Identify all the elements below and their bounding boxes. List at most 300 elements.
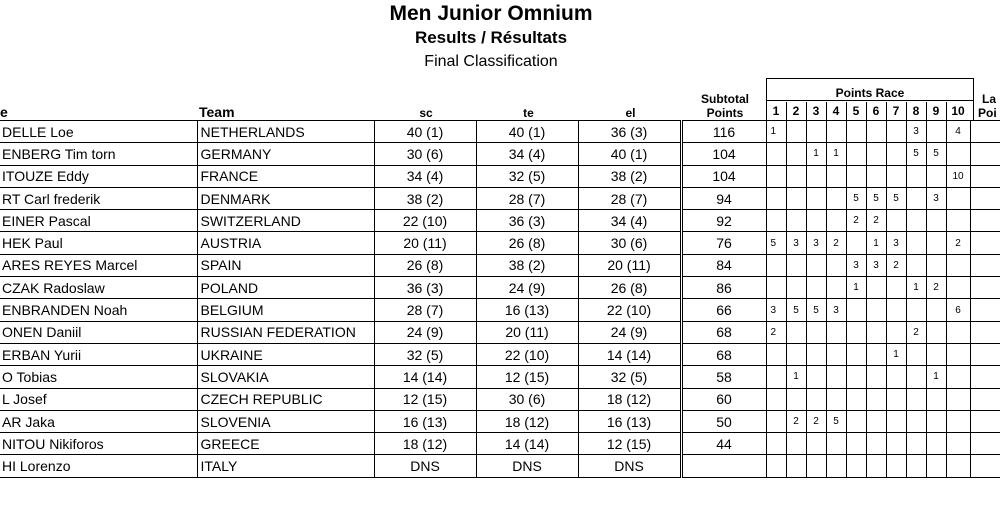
team-cell: GERMANY <box>197 143 374 165</box>
points-race-cell <box>766 165 786 187</box>
lap-points-cell <box>970 388 1000 410</box>
team-cell: ITALY <box>197 455 374 477</box>
sc-cell: 30 (6) <box>374 143 476 165</box>
rider-name-cell: ARES REYES Marcel <box>0 254 197 276</box>
sc-cell: DNS <box>374 455 476 477</box>
points-race-cell <box>906 366 926 388</box>
points-race-cell <box>866 121 886 143</box>
points-race-cell <box>886 165 906 187</box>
points-race-cell <box>806 321 826 343</box>
points-race-cell: 5 <box>766 232 786 254</box>
points-race-cell <box>846 121 866 143</box>
table-row <box>0 388 1000 410</box>
points-race-cell: 5 <box>826 410 846 432</box>
el-cell: 34 (4) <box>578 210 680 232</box>
points-race-cell <box>906 210 926 232</box>
points-race-cell <box>926 299 946 321</box>
rider-name-cell: ENBRANDEN Noah <box>0 299 197 321</box>
points-race-cell <box>926 388 946 410</box>
points-race-cell: 5 <box>786 299 806 321</box>
points-race-cell <box>766 187 786 209</box>
points-race-cell <box>846 299 866 321</box>
points-race-cell <box>926 433 946 455</box>
points-race-header: Points Race <box>835 86 905 100</box>
points-race-cell <box>786 277 806 299</box>
lap-points-cell <box>970 232 1000 254</box>
points-race-cell <box>786 187 806 209</box>
points-race-cell: 2 <box>786 410 806 432</box>
points-race-cell <box>766 455 786 477</box>
race-number-separator <box>926 102 927 120</box>
points-race-cell <box>826 388 846 410</box>
te-cell: 40 (1) <box>476 121 578 143</box>
points-race-cell: 3 <box>826 299 846 321</box>
points-race-cell <box>926 232 946 254</box>
points-race-divider <box>766 100 974 101</box>
te-cell: 16 (13) <box>476 299 578 321</box>
points-race-cell <box>826 187 846 209</box>
sc-cell: 24 (9) <box>374 321 476 343</box>
subtotal-cell: 86 <box>682 277 766 299</box>
points-race-cell <box>806 187 826 209</box>
points-race-cell <box>886 433 906 455</box>
te-cell: 36 (3) <box>476 210 578 232</box>
points-race-cell <box>826 433 846 455</box>
points-race-cell <box>826 165 846 187</box>
rider-name-cell: AR Jaka <box>0 410 197 432</box>
points-race-cell: 6 <box>946 299 970 321</box>
points-race-cell <box>866 388 886 410</box>
points-race-cell <box>906 165 926 187</box>
points-race-cell <box>886 366 906 388</box>
points-race-cell: 5 <box>926 143 946 165</box>
points-race-cell <box>926 410 946 432</box>
points-race-cell <box>766 388 786 410</box>
te-cell: 28 (7) <box>476 187 578 209</box>
table-row <box>0 433 1000 455</box>
te-cell: 22 (10) <box>476 343 578 365</box>
race-number-separator <box>806 102 807 120</box>
el-cell: 32 (5) <box>578 366 680 388</box>
rider-name-cell: RT Carl frederik <box>0 187 197 209</box>
rider-name-cell: O Tobias <box>0 366 197 388</box>
points-race-cell <box>886 299 906 321</box>
points-race-cell <box>866 165 886 187</box>
table-row <box>0 165 1000 187</box>
sc-cell: 40 (1) <box>374 121 476 143</box>
points-race-cell <box>826 121 846 143</box>
sc-column-header: sc <box>419 106 433 120</box>
subtotal-cell: 66 <box>682 299 766 321</box>
points-race-cell <box>766 343 786 365</box>
points-race-cell <box>866 277 886 299</box>
points-race-cell <box>806 455 826 477</box>
points-race-cell <box>866 366 886 388</box>
points-race-cell <box>926 455 946 477</box>
sc-cell: 28 (7) <box>374 299 476 321</box>
points-race-cell: 1 <box>826 143 846 165</box>
points-race-cell <box>786 165 806 187</box>
rider-name-cell: ENBERG Tim torn <box>0 143 197 165</box>
points-race-cell: 5 <box>846 187 866 209</box>
el-cell: 12 (15) <box>578 433 680 455</box>
table-row <box>0 277 1000 299</box>
points-race-cell <box>946 455 970 477</box>
points-race-cell <box>886 410 906 432</box>
points-race-cell <box>946 254 970 276</box>
el-cell: 30 (6) <box>578 232 680 254</box>
race-number-separator <box>866 102 867 120</box>
points-race-cell: 2 <box>766 321 786 343</box>
te-cell: DNS <box>476 455 578 477</box>
points-race-cell: 1 <box>806 143 826 165</box>
points-race-cell <box>886 321 906 343</box>
el-cell: 36 (3) <box>578 121 680 143</box>
lap-points-cell <box>970 165 1000 187</box>
points-race-cell: 1 <box>846 277 866 299</box>
table-row <box>0 455 1000 477</box>
subtotal-cell: 92 <box>682 210 766 232</box>
page-title: Men Junior Omnium <box>389 2 593 25</box>
el-cell: 22 (10) <box>578 299 680 321</box>
points-race-cell <box>906 187 926 209</box>
te-cell: 14 (14) <box>476 433 578 455</box>
sc-cell: 16 (13) <box>374 410 476 432</box>
points-race-cell <box>866 321 886 343</box>
points-race-cell <box>826 277 846 299</box>
points-race-cell <box>886 210 906 232</box>
lap-points-cell <box>970 210 1000 232</box>
points-race-cell <box>766 366 786 388</box>
te-cell: 12 (15) <box>476 366 578 388</box>
points-race-cell <box>846 321 866 343</box>
te-cell: 30 (6) <box>476 388 578 410</box>
points-race-cell <box>946 187 970 209</box>
points-race-cell <box>906 254 926 276</box>
subtotal-cell: 104 <box>682 165 766 187</box>
subtotal-cell: 104 <box>682 143 766 165</box>
lap-points-cell <box>970 321 1000 343</box>
race-number-header: 4 <box>832 104 840 118</box>
points-race-cell <box>806 277 826 299</box>
points-race-cell: 2 <box>846 210 866 232</box>
points-race-cell <box>866 455 886 477</box>
points-race-cell <box>766 210 786 232</box>
subtotal-cell: 58 <box>682 366 766 388</box>
points-race-cell <box>886 455 906 477</box>
name-column-header: e <box>0 104 8 120</box>
points-race-cell <box>946 410 970 432</box>
points-race-cell: 5 <box>906 143 926 165</box>
points-race-cell: 2 <box>886 254 906 276</box>
team-cell: SWITZERLAND <box>197 210 374 232</box>
te-column-header: te <box>523 106 534 120</box>
table-row <box>0 210 1000 232</box>
points-race-cell <box>866 343 886 365</box>
points-race-cell: 1 <box>886 343 906 365</box>
table-row <box>0 410 1000 432</box>
points-race-cell <box>926 165 946 187</box>
sc-cell: 36 (3) <box>374 277 476 299</box>
points-race-cell <box>946 277 970 299</box>
sc-cell: 12 (15) <box>374 388 476 410</box>
points-race-cell <box>846 433 866 455</box>
lap-points-cell <box>970 343 1000 365</box>
points-race-cell: 3 <box>806 232 826 254</box>
points-race-cell <box>786 455 806 477</box>
race-number-header: 6 <box>872 104 880 118</box>
team-cell: BELGIUM <box>197 299 374 321</box>
points-race-cell <box>926 210 946 232</box>
team-cell: FRANCE <box>197 165 374 187</box>
race-number-header: 3 <box>812 104 820 118</box>
team-column-header: Team <box>199 104 235 120</box>
points-race-cell <box>806 165 826 187</box>
race-number-header: 9 <box>932 104 940 118</box>
points-race-cell <box>886 277 906 299</box>
subtotal-cell: 116 <box>682 121 766 143</box>
te-cell: 26 (8) <box>476 232 578 254</box>
rider-name-cell: DELLE Loe <box>0 121 197 143</box>
subtotal-cell: 84 <box>682 254 766 276</box>
points-race-cell <box>806 254 826 276</box>
points-race-cell <box>886 388 906 410</box>
te-cell: 24 (9) <box>476 277 578 299</box>
race-number-separator <box>826 102 827 120</box>
rider-name-cell: ERBAN Yurii <box>0 343 197 365</box>
sc-cell: 22 (10) <box>374 210 476 232</box>
points-race-cell: 5 <box>886 187 906 209</box>
race-number-separator <box>946 102 947 120</box>
points-race-cell <box>906 455 926 477</box>
race-number-header: 7 <box>892 104 900 118</box>
rider-name-cell: EINER Pascal <box>0 210 197 232</box>
points-race-cell <box>926 254 946 276</box>
points-race-cell <box>926 343 946 365</box>
subtotal-cell: 50 <box>682 410 766 432</box>
race-number-separator <box>786 102 787 120</box>
team-cell: NETHERLANDS <box>197 121 374 143</box>
rider-name-cell: NITOU Nikiforos <box>0 433 197 455</box>
points-race-cell: 5 <box>806 299 826 321</box>
team-cell: SPAIN <box>197 254 374 276</box>
points-race-cell <box>786 388 806 410</box>
subtotal-column-header-line1: Subtotal <box>701 92 749 106</box>
el-cell: 40 (1) <box>578 143 680 165</box>
points-race-cell <box>786 210 806 232</box>
points-race-cell <box>786 433 806 455</box>
sc-cell: 34 (4) <box>374 165 476 187</box>
table-row <box>0 299 1000 321</box>
sc-cell: 38 (2) <box>374 187 476 209</box>
points-race-cell <box>906 388 926 410</box>
lap-points-cell <box>970 187 1000 209</box>
points-race-cell <box>846 455 866 477</box>
points-race-cell: 3 <box>906 121 926 143</box>
team-cell: AUSTRIA <box>197 232 374 254</box>
points-race-cell <box>846 366 866 388</box>
points-race-cell <box>826 321 846 343</box>
te-cell: 32 (5) <box>476 165 578 187</box>
table-row <box>0 187 1000 209</box>
table-row <box>0 254 1000 276</box>
points-race-cell <box>846 232 866 254</box>
points-race-cell: 3 <box>786 232 806 254</box>
points-race-cell <box>806 433 826 455</box>
points-race-cell: 1 <box>866 232 886 254</box>
classification-heading: Final Classification <box>424 53 558 70</box>
table-row <box>0 343 1000 365</box>
points-race-cell: 1 <box>926 366 946 388</box>
points-race-cell: 1 <box>786 366 806 388</box>
points-race-cell <box>886 121 906 143</box>
race-number-header: 10 <box>951 104 965 118</box>
table-row <box>0 143 1000 165</box>
results-table <box>0 120 1000 478</box>
el-cell: 28 (7) <box>578 187 680 209</box>
subtotal-column-header-line2: Points <box>706 106 744 120</box>
points-race-cell <box>946 366 970 388</box>
sc-cell: 14 (14) <box>374 366 476 388</box>
points-race-cell <box>766 433 786 455</box>
points-race-cell <box>786 254 806 276</box>
team-cell: SLOVAKIA <box>197 366 374 388</box>
team-cell: SLOVENIA <box>197 410 374 432</box>
points-race-cell: 2 <box>826 232 846 254</box>
points-race-cell: 10 <box>946 165 970 187</box>
table-row <box>0 366 1000 388</box>
page-subtitle: Results / Résultats <box>414 28 568 47</box>
points-race-cell <box>786 121 806 143</box>
lap-points-cell <box>970 121 1000 143</box>
points-race-cell: 3 <box>886 232 906 254</box>
te-cell: 34 (4) <box>476 143 578 165</box>
points-race-cell <box>846 165 866 187</box>
el-cell: 14 (14) <box>578 343 680 365</box>
points-race-cell: 5 <box>866 187 886 209</box>
points-race-cell <box>766 254 786 276</box>
points-race-cell <box>766 277 786 299</box>
lap-points-cell <box>970 299 1000 321</box>
points-race-cell: 3 <box>866 254 886 276</box>
el-cell: 16 (13) <box>578 410 680 432</box>
race-number-header: 1 <box>772 104 780 118</box>
points-race-cell <box>886 143 906 165</box>
points-race-cell <box>826 254 846 276</box>
el-cell: 24 (9) <box>578 321 680 343</box>
team-cell: UKRAINE <box>197 343 374 365</box>
race-number-header: 5 <box>852 104 860 118</box>
rider-name-cell: HEK Paul <box>0 232 197 254</box>
points-race-cell <box>766 410 786 432</box>
el-column-header: el <box>625 106 636 120</box>
points-race-cell <box>826 455 846 477</box>
table-row <box>0 232 1000 254</box>
laps-column-header-line2: Poi <box>978 106 997 120</box>
points-race-cell <box>786 343 806 365</box>
lap-points-cell <box>970 277 1000 299</box>
race-number-separator <box>846 102 847 120</box>
rider-name-cell: ITOUZE Eddy <box>0 165 197 187</box>
points-race-cell: 2 <box>906 321 926 343</box>
points-race-cell <box>866 143 886 165</box>
points-race-cell <box>846 343 866 365</box>
points-race-cell <box>906 433 926 455</box>
subtotal-cell <box>682 455 766 477</box>
team-cell: RUSSIAN FEDERATION <box>197 321 374 343</box>
race-number-header: 8 <box>912 104 920 118</box>
points-race-cell <box>866 299 886 321</box>
team-cell: POLAND <box>197 277 374 299</box>
points-race-cell <box>946 388 970 410</box>
team-cell: CZECH REPUBLIC <box>197 388 374 410</box>
points-race-cell <box>806 210 826 232</box>
subtotal-cell: 44 <box>682 433 766 455</box>
sc-cell: 18 (12) <box>374 433 476 455</box>
el-cell: 38 (2) <box>578 165 680 187</box>
race-number-separator <box>906 102 907 120</box>
sc-cell: 32 (5) <box>374 343 476 365</box>
sc-cell: 26 (8) <box>374 254 476 276</box>
points-race-cell: 1 <box>906 277 926 299</box>
points-race-cell: 3 <box>846 254 866 276</box>
lap-points-cell <box>970 410 1000 432</box>
points-race-cell <box>866 433 886 455</box>
lap-points-cell <box>970 143 1000 165</box>
rider-name-cell: L Josef <box>0 388 197 410</box>
lap-points-cell <box>970 254 1000 276</box>
points-race-cell <box>826 210 846 232</box>
rider-name-cell: ONEN Daniil <box>0 321 197 343</box>
points-race-cell: 2 <box>806 410 826 432</box>
points-race-cell <box>906 232 926 254</box>
points-race-cell <box>946 321 970 343</box>
subtotal-cell: 68 <box>682 343 766 365</box>
points-race-cell <box>846 410 866 432</box>
points-race-cell <box>806 121 826 143</box>
el-cell: 18 (12) <box>578 388 680 410</box>
points-race-cell: 3 <box>926 187 946 209</box>
points-race-cell: 2 <box>946 232 970 254</box>
te-cell: 20 (11) <box>476 321 578 343</box>
race-number-separator <box>886 102 887 120</box>
subtotal-cell: 68 <box>682 321 766 343</box>
points-race-cell <box>926 321 946 343</box>
points-race-cell <box>826 343 846 365</box>
lap-points-cell <box>970 433 1000 455</box>
points-race-cell <box>926 121 946 143</box>
points-race-cell <box>806 388 826 410</box>
table-row <box>0 121 1000 143</box>
table-row <box>0 321 1000 343</box>
points-race-cell: 2 <box>866 210 886 232</box>
points-race-cell: 2 <box>926 277 946 299</box>
rider-name-cell: HI Lorenzo <box>0 455 197 477</box>
points-race-cell: 3 <box>766 299 786 321</box>
points-race-cell <box>946 143 970 165</box>
points-race-cell: 1 <box>766 121 786 143</box>
points-race-cell <box>946 343 970 365</box>
points-race-cell <box>826 366 846 388</box>
el-cell: DNS <box>578 455 680 477</box>
points-race-cell <box>846 143 866 165</box>
points-race-cell <box>946 433 970 455</box>
el-cell: 26 (8) <box>578 277 680 299</box>
points-race-cell <box>766 143 786 165</box>
subtotal-cell: 60 <box>682 388 766 410</box>
race-number-header: 2 <box>792 104 800 118</box>
points-race-cell <box>806 343 826 365</box>
